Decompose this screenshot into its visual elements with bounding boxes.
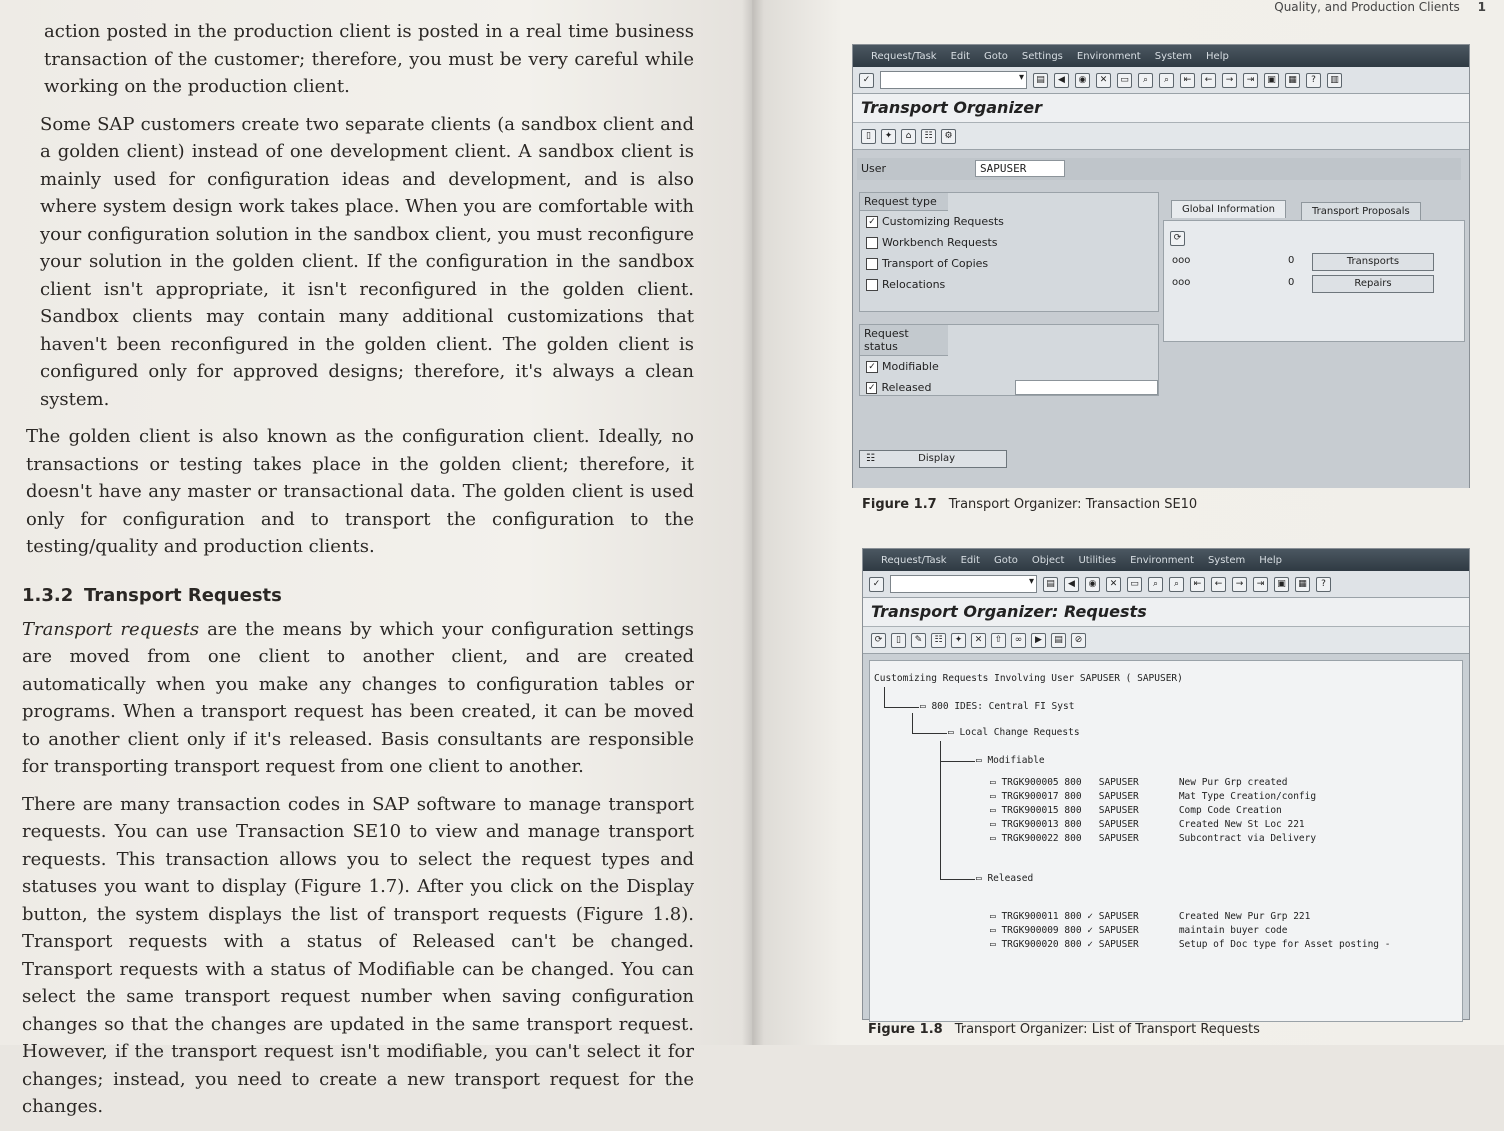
tree-system-node[interactable] <box>920 701 1074 712</box>
layout-icon[interactable]: ▥ <box>1327 73 1342 88</box>
cb-transport-of-copies[interactable] <box>860 253 1158 274</box>
tree-connector <box>940 741 975 762</box>
fig8-menubar <box>863 549 1469 571</box>
checkbox[interactable] <box>866 279 878 291</box>
cb-customizing[interactable] <box>860 211 1158 232</box>
request-row[interactable]: ▭ TRGK900015 800 SAPUSER Comp Code Creation <box>990 805 1282 816</box>
paragraph-1: action posted in the production client is posted in a real time business transaction of the customer; therefore, you must be very careful while working on the production client. <box>44 21 694 97</box>
transport-icon[interactable]: ✦ <box>951 633 966 648</box>
fig8-menu-request-task[interactable]: Request/Task <box>881 554 947 566</box>
repairs-button[interactable] <box>1312 275 1434 293</box>
repairs-link-icon: ooo <box>1172 277 1191 288</box>
figure-1-7-screenshot <box>852 44 1470 488</box>
tree-system-label: 800 IDES: Central FI Syst <box>931 701 1075 712</box>
cb-transport-copies-label: Transport of Copies <box>882 257 989 270</box>
count-transports: 0 <box>1288 255 1295 266</box>
release-icon[interactable]: ⇧ <box>991 633 1006 648</box>
request-row[interactable]: ▭ TRGK900013 800 SAPUSER Created New St Loc 221 <box>990 819 1305 830</box>
request-row[interactable]: ▭ TRGK900020 800 ✓ SAPUSER Setup of Doc type for Asset posting - <box>990 939 1391 950</box>
find-next-icon[interactable]: ⌕ <box>1159 73 1174 88</box>
fig7-menu-edit[interactable]: Edit <box>950 50 970 62</box>
tree-released-label: Released <box>987 873 1034 884</box>
cb-relocations-label: Relocations <box>882 278 946 291</box>
save-icon[interactable]: ▤ <box>1033 73 1048 88</box>
first-page-icon[interactable]: ⇤ <box>1180 73 1195 88</box>
fig7-screen-title: Transport Organizer <box>853 94 1469 123</box>
checkbox[interactable]: ✓ <box>867 382 876 393</box>
cancel-icon[interactable]: ✕ <box>1096 73 1111 88</box>
tree-local-node[interactable] <box>948 727 1080 738</box>
book-gutter <box>742 0 764 1045</box>
right-page <box>752 0 1504 1045</box>
figure-1-8-caption <box>868 1022 1260 1037</box>
request-icon: ▭ <box>990 819 1002 830</box>
refresh-icon[interactable]: ⟳ <box>1170 231 1185 246</box>
request-icon: ▭ <box>990 791 1002 802</box>
find-next-icon[interactable]: ⌕ <box>1169 577 1184 592</box>
change-icon[interactable]: ✎ <box>911 633 926 648</box>
display-tree-icon[interactable]: ☷ <box>921 129 936 144</box>
enter-icon[interactable]: ✓ <box>869 577 884 592</box>
section-heading <box>22 585 694 606</box>
checkbox[interactable] <box>866 237 878 249</box>
prev-page-icon[interactable]: ← <box>1211 577 1226 592</box>
paragraph-4-term: Transport requests <box>22 618 200 640</box>
find-icon[interactable]: ⌕ <box>1148 577 1163 592</box>
display-button[interactable] <box>859 450 1007 468</box>
transports-button[interactable] <box>1312 253 1434 271</box>
running-header-text: Quality, and Production Clients <box>1274 0 1460 14</box>
link-icon[interactable]: ∞ <box>1011 633 1026 648</box>
fig8-app-toolbar <box>863 627 1469 654</box>
shortcut-icon[interactable]: ▦ <box>1285 73 1300 88</box>
request-icon: ▭ <box>990 911 1002 922</box>
tree-modifiable-node[interactable] <box>976 755 1045 766</box>
fig8-tree-area <box>869 660 1463 1022</box>
transports-link-icon: ooo <box>1172 255 1191 266</box>
find-icon[interactable]: ⌕ <box>1138 73 1153 88</box>
request-type-group <box>859 192 1159 312</box>
fig7-menubar <box>853 45 1469 67</box>
import-icon[interactable]: ⌂ <box>901 129 916 144</box>
fig8-menu-help[interactable]: Help <box>1259 554 1283 566</box>
last-page-icon[interactable]: ⇥ <box>1243 73 1258 88</box>
lock-icon[interactable]: ⊘ <box>1071 633 1086 648</box>
fig7-command-field[interactable] <box>880 71 1027 89</box>
fig7-menu-request-task[interactable]: Request/Task <box>871 50 937 62</box>
request-row[interactable]: ▭ TRGK900017 800 SAPUSER Mat Type Creation/config <box>990 791 1317 802</box>
cb-relocations[interactable] <box>860 274 1158 295</box>
checkbox[interactable]: ✓ <box>866 361 878 373</box>
fig8-menu-utilities[interactable]: Utilities <box>1078 554 1117 566</box>
left-text-column <box>22 18 694 1131</box>
dropdown-icon[interactable]: ▾ <box>1018 72 1024 83</box>
settings-icon[interactable]: ⚙ <box>941 129 956 144</box>
request-row[interactable]: ▭ TRGK900005 800 SAPUSER New Pur Grp created <box>990 777 1288 788</box>
request-icon: ▭ <box>990 925 1002 936</box>
global-info-panel <box>1163 220 1465 342</box>
cb-workbench[interactable] <box>860 232 1158 253</box>
request-type-label: Request type <box>860 193 948 211</box>
request-row[interactable]: ▭ TRGK900011 800 ✓ SAPUSER Created New Pur Grp 221 <box>990 911 1311 922</box>
fig7-menu-settings[interactable]: Settings <box>1021 50 1063 62</box>
next-page-icon[interactable]: → <box>1222 73 1237 88</box>
enter-icon[interactable]: ✓ <box>859 73 874 88</box>
tree-local-label: Local Change Requests <box>959 727 1080 738</box>
new-session-icon[interactable]: ▣ <box>1274 577 1289 592</box>
paragraph-2-start: Some SAP customers create two separate clients (a sandbox client and a golden <box>40 113 694 162</box>
cb-workbench-label: Workbench Requests <box>882 236 998 249</box>
back-icon[interactable]: ◀ <box>1054 73 1069 88</box>
tab-transport-proposals[interactable]: Transport Proposals <box>1301 202 1421 220</box>
fig8-menu-system[interactable]: System <box>1207 554 1246 566</box>
fig8-menu-goto[interactable]: Goto <box>993 554 1018 566</box>
shortcut-icon[interactable]: ▦ <box>1295 577 1310 592</box>
request-icon: ▭ <box>990 939 1002 950</box>
request-status-label: Request status <box>860 325 948 356</box>
print-icon[interactable]: ▭ <box>1117 73 1132 88</box>
paragraph-4 <box>22 616 694 781</box>
exit-icon[interactable]: ◉ <box>1075 73 1090 88</box>
fig8-menu-edit[interactable]: Edit <box>960 554 980 566</box>
fig7-menu-environment[interactable]: Environment <box>1076 50 1141 62</box>
display-icon: ☷ <box>866 453 875 464</box>
request-icon: ▭ <box>990 833 1002 844</box>
help-icon[interactable]: ? <box>1316 577 1331 592</box>
fig7-caption-number: Figure 1.7 <box>862 497 937 512</box>
repairs-button-label: Repairs <box>1354 278 1392 289</box>
exit-icon[interactable]: ◉ <box>1085 577 1100 592</box>
count-repairs: 0 <box>1288 277 1295 288</box>
section-number: 1.3.2 <box>22 584 74 606</box>
checkbox[interactable]: ✓ <box>866 216 878 228</box>
tree-modifiable-label: Modifiable <box>987 755 1045 766</box>
section-title: Transport Requests <box>84 584 282 606</box>
fig7-menu-help[interactable]: Help <box>1206 50 1229 62</box>
figure-1-7-caption <box>862 497 1197 512</box>
tree-released-node[interactable] <box>976 873 1033 884</box>
folder-icon: ▭ <box>920 701 932 712</box>
fig7-user-row <box>857 158 1461 180</box>
help-icon[interactable]: ? <box>1306 73 1321 88</box>
fig7-menu-goto[interactable]: Goto <box>983 50 1008 62</box>
fig8-menu-object[interactable]: Object <box>1031 554 1065 566</box>
folder-icon: ▭ <box>976 755 988 766</box>
tree-connector <box>884 687 919 708</box>
fig8-command-field[interactable] <box>890 575 1037 593</box>
request-icon: ▭ <box>990 777 1002 788</box>
tree-header: Customizing Requests Involving User SAPUSER ( SAPUSER) <box>874 673 1183 684</box>
cb-customizing-label: Customizing Requests <box>882 215 1004 228</box>
folder-icon: ▭ <box>948 727 960 738</box>
checkbox[interactable] <box>866 258 878 270</box>
request-row[interactable]: ▭ TRGK900022 800 SAPUSER Subcontract via Delivery <box>990 833 1317 844</box>
tab-global-information[interactable]: Global Information <box>1171 200 1286 218</box>
save-icon[interactable]: ▤ <box>1043 577 1058 592</box>
last-page-icon[interactable]: ⇥ <box>1253 577 1268 592</box>
paragraph-4-body: are the means by which your configuration settings are moved from one client to another client, and are created automatically when you make any changes to configuration tables or programs. When a transport request has been created, it can be moved to another client only if it's released. Basis consultants are responsible for transporting transport request from one client to another. <box>22 618 695 777</box>
tree-connector <box>912 713 947 734</box>
cancel-icon[interactable]: ✕ <box>1106 577 1121 592</box>
cb-released[interactable] <box>860 377 1158 398</box>
new-session-icon[interactable]: ▣ <box>1264 73 1279 88</box>
prev-page-icon[interactable]: ← <box>1201 73 1216 88</box>
fig7-menu-system[interactable]: System <box>1154 50 1193 62</box>
fig7-caption-text: Transport Organizer: Transaction SE10 <box>948 497 1198 512</box>
fig8-standard-toolbar <box>863 571 1469 598</box>
refresh-icon[interactable]: ⟳ <box>871 633 886 648</box>
truck-icon[interactable]: ▶ <box>1031 633 1046 648</box>
create-icon[interactable]: ▯ <box>891 633 906 648</box>
cb-modifiable-label: Modifiable <box>882 360 939 373</box>
request-row[interactable]: ▭ TRGK900009 800 ✓ SAPUSER maintain buyer code <box>990 925 1288 936</box>
request-icon: ▭ <box>990 805 1002 816</box>
back-icon[interactable]: ◀ <box>1064 577 1079 592</box>
user-field[interactable]: SAPUSER <box>975 160 1065 177</box>
left-page <box>0 0 752 1117</box>
log-icon[interactable]: ▤ <box>1051 633 1066 648</box>
fig8-caption-number: Figure 1.8 <box>868 1022 943 1037</box>
fig8-screen-title: Transport Organizer: Requests <box>863 598 1469 627</box>
next-page-icon[interactable]: → <box>1232 577 1247 592</box>
paragraph-5: There are many transaction codes in SAP software to manage transport requests. You can use Transaction SE10 to view and manage transport requests. This transaction allows you to select the request types and statuses you want to display (Figure 1.7). After you click on the Display button, the system displays the list of transport requests (Figure 1.8). Transport requests with a status of Released can't be changed. Transport requests with a status of Modifiable can be changed. You can select the same transport request number when saving configuration changes so that the changes are updated in the same transport request. However, if the transport request isn't modifiable, you can't select it for changes; instead, you need to create a new transport request for the changes. <box>22 793 694 1117</box>
running-header <box>1274 0 1486 14</box>
cb-modifiable[interactable] <box>860 356 1158 377</box>
request-status-group <box>859 324 1159 396</box>
transport-icon[interactable]: ✦ <box>881 129 896 144</box>
page-number: 1 <box>1477 0 1486 14</box>
paragraph-3: The golden client is also known as the configuration client. Ideally, no transactions or testing takes place in the golden client; therefore, it doesn't have any master or transactional data. The golden client is used only for configuration and to transport the configuration to the testing/quality and production clients. <box>26 426 694 557</box>
figure-1-8-screenshot <box>862 548 1470 1020</box>
delete-icon[interactable]: ✕ <box>971 633 986 648</box>
released-date-field[interactable] <box>1015 380 1158 395</box>
dropdown-icon[interactable]: ▾ <box>1028 576 1034 587</box>
first-page-icon[interactable]: ⇤ <box>1190 577 1205 592</box>
folder-icon: ▭ <box>976 873 988 884</box>
fig7-standard-toolbar <box>853 67 1469 94</box>
create-icon[interactable]: ▯ <box>861 129 876 144</box>
cb-released-label: Released <box>881 381 932 394</box>
fig7-app-toolbar <box>853 123 1469 150</box>
fig7-body <box>853 150 1469 488</box>
print-icon[interactable]: ▭ <box>1127 577 1142 592</box>
paragraph-2 <box>22 111 694 414</box>
hierarchy-icon[interactable]: ☷ <box>931 633 946 648</box>
display-button-label: Display <box>918 453 956 464</box>
user-label: User <box>861 162 887 175</box>
paragraph-2-rest: client) instead of one development client. A sandbox client is mainly used for configuration ideas and development, and is also where system design work takes place. When you are comfortable with your configuration solution in the sandbox client, you must reconfigure your solution in the golden client. If the configuration in the sandbox client isn't appropriate, it isn't reconfigured in the golden client. Sandbox clients may contain many additional customizations that haven't been reconfigured in the golden client. The golden client is configured only for approved designs; therefore, it's always a clean system. <box>40 141 695 410</box>
tree-connector <box>940 761 975 880</box>
fig8-menu-environment[interactable]: Environment <box>1130 554 1194 566</box>
transports-button-label: Transports <box>1346 256 1400 267</box>
fig8-caption-text: Transport Organizer: List of Transport Requests <box>954 1022 1260 1037</box>
